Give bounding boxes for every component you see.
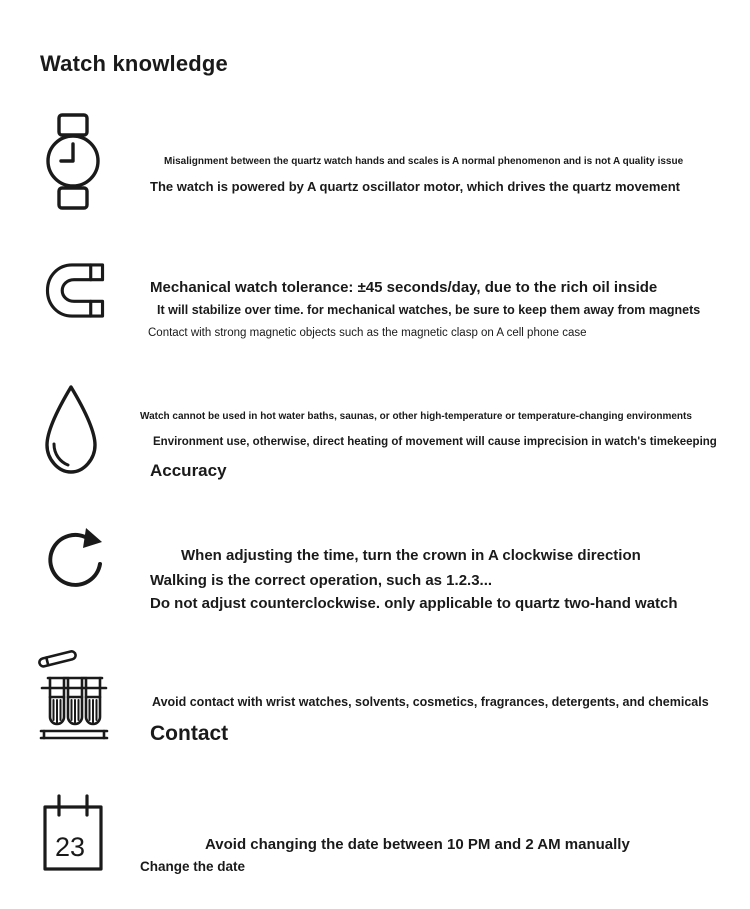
magnet-stabilize-note: It will stabilize over time. for mechanical watches, be sure to keep them away from magnets xyxy=(157,302,701,317)
magnet-icon xyxy=(44,262,106,319)
chemicals-icon xyxy=(38,648,110,745)
magnet-contact-note: Contact with strong magnetic objects such as the magnetic clasp on A cell phone case xyxy=(148,326,587,339)
change-date-heading: Change the date xyxy=(140,858,246,874)
crown-clockwise-line: When adjusting the time, turn the crown in A clockwise direction xyxy=(181,547,641,564)
watch-icon xyxy=(45,113,101,210)
page-title: Watch knowledge xyxy=(40,50,228,76)
quartz-movement-desc: The watch is powered by A quartz oscillator motor, which drives the quartz movement xyxy=(150,179,680,194)
calendar-icon xyxy=(42,792,104,872)
calendar-day-number: 23 xyxy=(54,832,86,862)
chemicals-avoid-note: Avoid contact with wrist watches, solvents, cosmetics, fragrances, detergents, and chemicals xyxy=(152,694,709,709)
crown-counterclockwise-line: Do not adjust counterclockwise. only applicable to quartz two-hand watch xyxy=(150,595,678,612)
magnet-tolerance-heading: Mechanical watch tolerance: ±45 seconds/day, due to the rich oil inside xyxy=(150,279,658,296)
water-drop-icon xyxy=(42,383,100,476)
date-change-note: Avoid changing the date between 10 PM and 2 AM manually xyxy=(205,836,630,853)
crown-walking-line: Walking is the correct operation, such as 1.2.3... xyxy=(150,572,493,589)
temperature-imprecision-note: Environment use, otherwise, direct heating of movement will cause imprecision in watch's timekeeping xyxy=(153,435,717,448)
temperature-warning-note: Watch cannot be used in hot water baths, saunas, or other high-temperature or temperature-changing environments xyxy=(140,411,692,422)
contact-heading: Contact xyxy=(150,722,229,745)
accuracy-heading: Accuracy xyxy=(150,461,227,480)
clockwise-arrow-icon xyxy=(45,522,105,590)
quartz-misalignment-note: Misalignment between the quartz watch hands and scales is A normal phenomenon and is not A quality issue xyxy=(164,156,684,167)
